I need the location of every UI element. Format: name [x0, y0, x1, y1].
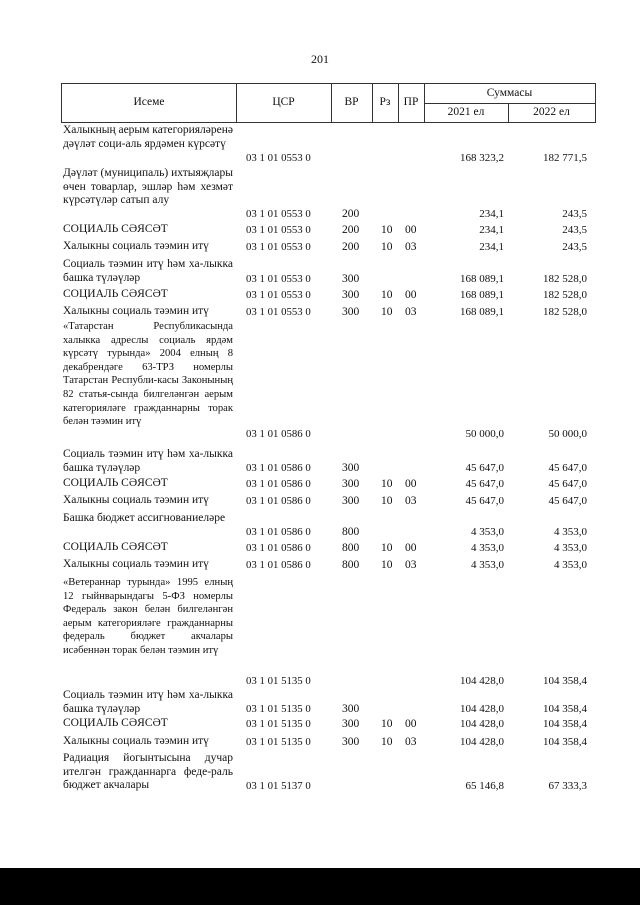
row-csr: 03 1 01 0586 0	[246, 495, 311, 508]
row-sum-2022: 182 528,0	[543, 306, 587, 319]
row-vr: 200	[342, 241, 360, 254]
row-sum-2021: 45 647,0	[465, 495, 504, 508]
row-sum-2021: 45 647,0	[465, 462, 504, 475]
row-csr: 03 1 01 0586 0	[246, 542, 311, 555]
row-csr: 03 1 01 0553 0	[246, 208, 311, 221]
header-divider	[424, 103, 595, 104]
row-rz: 10	[381, 241, 393, 254]
row-name: Халыкны социаль тәэмин итү	[63, 558, 209, 570]
row-rz: 10	[381, 736, 393, 749]
row-csr: 03 1 01 0553 0	[246, 241, 311, 254]
row-vr: 300	[342, 306, 360, 319]
table-row	[63, 124, 595, 166]
row-sum-2022: 104 358,4	[543, 718, 587, 731]
row-sum-2022: 104 358,4	[543, 703, 587, 716]
row-sum-2021: 168 089,1	[460, 273, 504, 286]
row-rz: 10	[381, 224, 393, 237]
row-pr: 03	[405, 559, 417, 572]
row-name: Социаль тәэмин итү һәм ха-лыкка башка түләүләр	[63, 448, 233, 474]
row-pr: 03	[405, 495, 417, 508]
row-name: Социаль тәэмин итү һәм ха-лыкка башка түләүләр	[63, 689, 233, 715]
row-sum-2022: 4 353,0	[554, 542, 587, 555]
row-csr: 03 1 01 0553 0	[246, 224, 311, 237]
row-csr: 03 1 01 5135 0	[246, 675, 311, 688]
row-vr: 300	[342, 462, 360, 475]
row-csr: 03 1 01 0586 0	[246, 462, 311, 475]
row-name: Дәүләт (муниципаль) ихтыяҗлары өчен товарлар, эшләр һәм хезмәт күрсәтүләр сатып алу	[63, 167, 233, 207]
table-row	[63, 305, 595, 320]
table-row	[63, 477, 595, 492]
row-name: Халыкның аерым категорияләренә дәүләт соци-аль ярдәмен күрсәтү	[63, 124, 233, 150]
row-name: СОЦИАЛЬ СӘЯСӘТ	[63, 223, 168, 235]
header-year-2021: 2021 ел	[447, 106, 485, 118]
row-sum-2022: 45 647,0	[548, 462, 587, 475]
row-rz: 10	[381, 559, 393, 572]
header-csr: ЦСР	[272, 96, 295, 108]
row-csr: 03 1 01 0553 0	[246, 289, 311, 302]
row-vr: 800	[342, 559, 360, 572]
table-row	[63, 735, 595, 750]
table-header	[61, 83, 596, 123]
header-rz: Рз	[379, 96, 391, 108]
row-name: СОЦИАЛЬ СӘЯСӘТ	[63, 477, 168, 489]
row-csr: 03 1 01 5135 0	[246, 736, 311, 749]
table-row	[63, 258, 595, 287]
row-csr: 03 1 01 0553 0	[246, 306, 311, 319]
row-vr: 300	[342, 718, 360, 731]
row-rz: 10	[381, 289, 393, 302]
row-csr: 03 1 01 0553 0	[246, 152, 311, 165]
row-sum-2021: 168 089,1	[460, 306, 504, 319]
row-vr: 300	[342, 736, 360, 749]
row-name: «Татарстан Республикасында халыкка адреслы социаль ярдәм күрсәтү турында» 2004 елның 8 декабрендәге 63-ТРЗ номерлы Татарстан Республи-касы Законының 82 статья-сында билгеләнгән аерым категорияләге гражданнарны торак белән тәэмин итү	[63, 321, 233, 428]
table-row	[63, 320, 595, 442]
table-row	[63, 223, 595, 238]
row-sum-2022: 243,5	[562, 208, 587, 221]
row-name: СОЦИАЛЬ СӘЯСӘТ	[63, 541, 168, 553]
row-sum-2022: 104 358,4	[543, 675, 587, 688]
row-sum-2021: 168 323,2	[460, 152, 504, 165]
row-rz: 10	[381, 542, 393, 555]
row-vr: 800	[342, 526, 360, 539]
row-sum-2022: 50 000,0	[548, 428, 587, 441]
row-sum-2022: 182 528,0	[543, 273, 587, 286]
row-vr: 300	[342, 289, 360, 302]
row-name: Радиация йогынтысына дучар ителгән гражданнарга феде-раль бюджет акчалары	[63, 752, 233, 792]
header-pr: ПР	[403, 96, 419, 108]
row-sum-2021: 104 428,0	[460, 718, 504, 731]
row-csr: 03 1 01 5135 0	[246, 718, 311, 731]
row-sum-2021: 104 428,0	[460, 736, 504, 749]
row-csr: 03 1 01 0586 0	[246, 526, 311, 539]
row-name: Халыкны социаль тәэмин итү	[63, 240, 209, 252]
row-sum-2021: 4 353,0	[471, 542, 504, 555]
row-name: СОЦИАЛЬ СӘЯСӘТ	[63, 288, 168, 300]
row-sum-2021: 50 000,0	[465, 428, 504, 441]
table-row	[63, 240, 595, 255]
row-sum-2022: 182 528,0	[543, 289, 587, 302]
row-vr: 800	[342, 542, 360, 555]
row-sum-2021: 234,1	[479, 208, 504, 221]
row-vr: 300	[342, 478, 360, 491]
row-sum-2022: 104 358,4	[543, 736, 587, 749]
row-rz: 10	[381, 718, 393, 731]
row-sum-2022: 243,5	[562, 224, 587, 237]
row-name: Башка бюджет ассигнованиеләре	[63, 512, 226, 524]
row-name: «Ветераннар турында» 1995 елның 12 гыйнварындагы 5-ФЗ номерлы Федераль закон белән билгеләнгән аерым категорияләге гражданнарны федераль бюджет акчалары исәбеннән торак белән тәэмин итү	[63, 577, 233, 656]
header-sums: Суммасы	[486, 87, 533, 99]
row-sum-2021: 4 353,0	[471, 526, 504, 539]
row-sum-2021: 65 146,8	[465, 780, 504, 793]
table-row	[63, 752, 595, 794]
row-vr: 200	[342, 208, 360, 221]
row-rz: 10	[381, 478, 393, 491]
row-name: Социаль тәэмин итү һәм ха-лыкка башка түләүләр	[63, 258, 233, 284]
row-name: Халыкны социаль тәэмин итү	[63, 735, 209, 747]
row-sum-2022: 4 353,0	[554, 526, 587, 539]
row-sum-2021: 45 647,0	[465, 478, 504, 491]
table-row	[63, 288, 595, 303]
row-sum-2021: 104 428,0	[460, 675, 504, 688]
table-row	[63, 576, 595, 689]
row-vr: 300	[342, 495, 360, 508]
row-pr: 00	[405, 289, 417, 302]
table-row	[63, 541, 595, 556]
table-row	[63, 494, 595, 509]
header-vr: ВР	[344, 96, 359, 108]
row-csr: 03 1 01 5137 0	[246, 780, 311, 793]
row-rz: 10	[381, 306, 393, 319]
header-year-2022: 2022 ел	[533, 106, 570, 118]
row-sum-2021: 234,1	[479, 224, 504, 237]
row-sum-2022: 45 647,0	[548, 495, 587, 508]
row-csr: 03 1 01 0586 0	[246, 559, 311, 572]
row-sum-2022: 67 333,3	[548, 780, 587, 793]
row-csr: 03 1 01 5135 0	[246, 703, 311, 716]
table-row	[63, 448, 595, 476]
table-row	[63, 167, 595, 222]
row-sum-2022: 243,5	[562, 241, 587, 254]
row-rz: 10	[381, 495, 393, 508]
row-vr: 200	[342, 224, 360, 237]
table-row	[63, 558, 595, 573]
row-sum-2021: 168 089,1	[460, 289, 504, 302]
row-name: Халыкны социаль тәэмин итү	[63, 305, 209, 317]
table-row	[63, 717, 595, 732]
row-sum-2022: 45 647,0	[548, 478, 587, 491]
row-pr: 00	[405, 542, 417, 555]
row-name: СОЦИАЛЬ СӘЯСӘТ	[63, 717, 168, 729]
table-row	[63, 689, 595, 717]
row-csr: 03 1 01 0586 0	[246, 428, 311, 441]
row-pr: 00	[405, 224, 417, 237]
page-number: 201	[311, 52, 329, 66]
row-sum-2021: 234,1	[479, 241, 504, 254]
table-row	[63, 512, 595, 540]
scan-bottom-band	[0, 868, 640, 905]
row-pr: 00	[405, 478, 417, 491]
row-pr: 03	[405, 736, 417, 749]
row-csr: 03 1 01 0553 0	[246, 273, 311, 286]
header-name: Исеме	[133, 96, 165, 108]
row-csr: 03 1 01 0586 0	[246, 478, 311, 491]
row-vr: 300	[342, 273, 360, 286]
row-pr: 03	[405, 306, 417, 319]
row-sum-2021: 104 428,0	[460, 703, 504, 716]
row-name: Халыкны социаль тәэмин итү	[63, 494, 209, 506]
row-pr: 00	[405, 718, 417, 731]
row-sum-2021: 4 353,0	[471, 559, 504, 572]
row-pr: 03	[405, 241, 417, 254]
row-sum-2022: 182 771,5	[543, 152, 587, 165]
row-sum-2022: 4 353,0	[554, 559, 587, 572]
row-vr: 300	[342, 703, 360, 716]
